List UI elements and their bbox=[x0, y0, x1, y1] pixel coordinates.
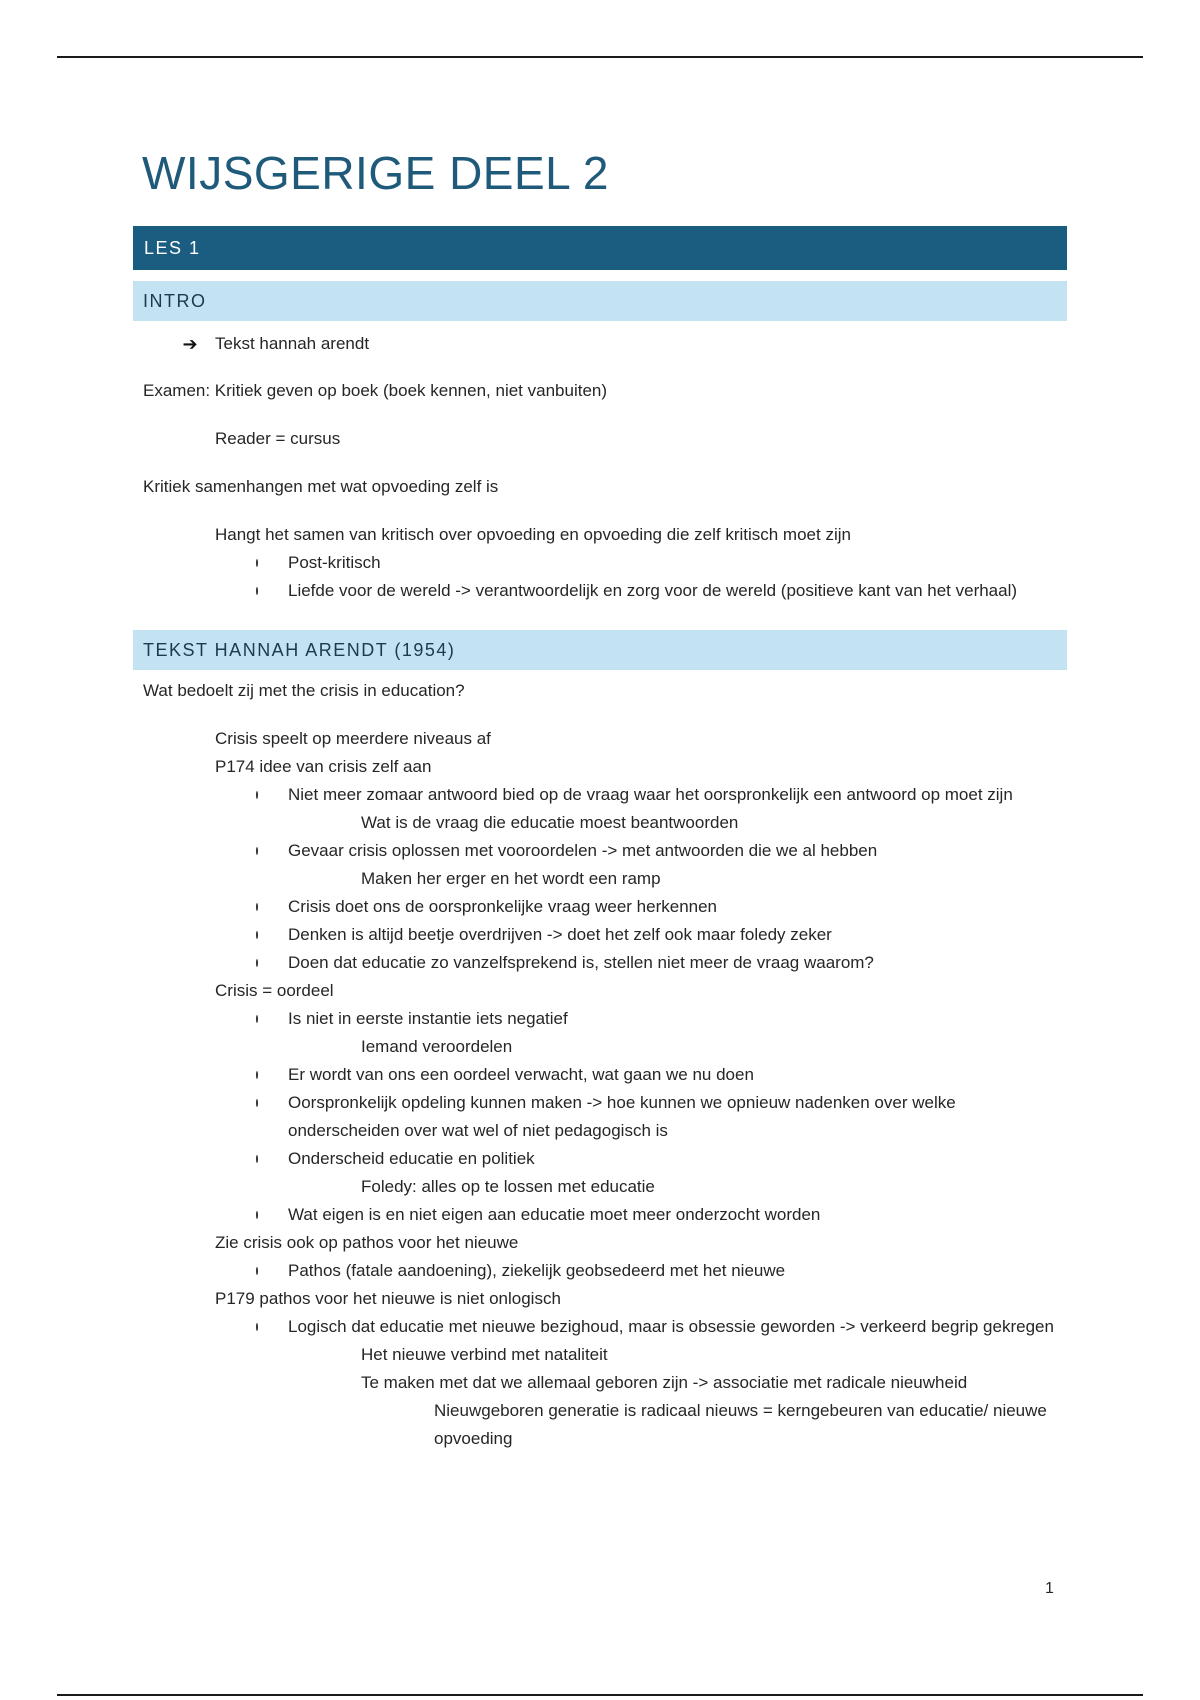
heading-tekst-hannah-arendt: TEKST HANNAH ARENDT (1954) bbox=[133, 630, 1067, 670]
list-item: Onderscheid educatie en politiek bbox=[288, 1149, 535, 1168]
list-item: Logisch dat educatie met nieuwe bezighoud, maar is obsessie geworden -> verkeerd begrip gekregen bbox=[288, 1317, 1054, 1336]
paragraph-kritiek: Kritiek samenhangen met wat opvoeding zelf is bbox=[143, 477, 499, 496]
paragraph-examen: Examen: Kritiek geven op boek (boek kennen, niet vanbuiten) bbox=[143, 381, 608, 400]
page-number: 1 bbox=[1045, 1580, 1054, 1597]
list-item: Wat is de vraag die educatie moest beantwoorden bbox=[361, 813, 739, 832]
list-item: Wat eigen is en niet eigen aan educatie moet meer onderzocht worden bbox=[288, 1205, 821, 1224]
list-item: Foledy: alles op te lossen met educatie bbox=[361, 1177, 655, 1196]
paragraph-question: Wat bedoelt zij met the crisis in education? bbox=[143, 681, 465, 700]
list-item: Crisis speelt op meerdere niveaus af bbox=[215, 729, 491, 748]
list-item: Zie crisis ook op pathos voor het nieuwe bbox=[215, 1233, 519, 1252]
heading-les-1: LES 1 bbox=[133, 226, 1067, 270]
list-item: P179 pathos voor het nieuwe is niet onlogisch bbox=[215, 1289, 561, 1308]
bottom-rule bbox=[57, 1694, 1143, 1696]
list-item: Doen dat educatie zo vanzelfsprekend is, stellen niet meer de vraag waarom? bbox=[288, 953, 874, 972]
reader-list bbox=[133, 425, 1067, 453]
list-item: Liefde voor de wereld -> verantwoordelijk en zorg voor de wereld (positieve kant van het verhaal) bbox=[288, 581, 1018, 600]
list-item: Nieuwgeboren generatie is radicaal nieuws = kerngebeuren van educatie/ nieuwe opvoeding bbox=[434, 1401, 1047, 1448]
list-item: Hangt het samen van kritisch over opvoeding en opvoeding die zelf kritisch moet zijn bbox=[215, 525, 851, 544]
list-item: Niet meer zomaar antwoord bied op de vraag waar het oorspronkelijk een antwoord op moet zijn bbox=[288, 785, 1013, 804]
list-item: Het nieuwe verbind met nataliteit bbox=[361, 1345, 608, 1364]
list-item: Pathos (fatale aandoening), ziekelijk geobsedeerd met het nieuwe bbox=[288, 1261, 786, 1280]
list-item: Reader = cursus bbox=[215, 429, 341, 448]
list-item: Crisis = oordeel bbox=[215, 981, 334, 1000]
list-item: Crisis doet ons de oorspronkelijke vraag weer herkennen bbox=[288, 897, 718, 916]
list-item: ➔ Tekst hannah arendt bbox=[182, 334, 370, 354]
list-item: Denken is altijd beetje overdrijven -> doet het zelf ook maar foledy zeker bbox=[288, 925, 832, 944]
list-item: P174 idee van crisis zelf aan bbox=[215, 757, 432, 776]
list-item: Gevaar crisis oplossen met vooroordelen -> met antwoorden die we al hebben bbox=[288, 841, 878, 860]
document-title: WIJSGERIGE DEEL 2 bbox=[142, 147, 609, 199]
list-item: Post-kritisch bbox=[288, 553, 381, 572]
list-item: Maken her erger en het wordt een ramp bbox=[361, 869, 661, 888]
document-body bbox=[133, 226, 1067, 1453]
list-item: Er wordt van ons een oordeel verwacht, wat gaan we nu doen bbox=[288, 1065, 754, 1084]
top-rule bbox=[57, 56, 1143, 58]
list-item: Is niet in eerste instantie iets negatief bbox=[288, 1009, 568, 1028]
arendt-list bbox=[133, 725, 1067, 1453]
heading-intro: INTRO bbox=[133, 281, 1067, 321]
list-item: Oorspronkelijk opdeling kunnen maken -> hoe kunnen we opnieuw nadenken over welke onderscheiden over wat wel of niet pedagogisch is bbox=[288, 1093, 956, 1140]
list-item: Te maken met dat we allemaal geboren zijn -> associatie met radicale nieuwheid bbox=[361, 1373, 968, 1392]
intro-arrow-list bbox=[133, 330, 1067, 358]
list-item: Iemand veroordelen bbox=[361, 1037, 513, 1056]
kritiek-list bbox=[133, 521, 1067, 605]
